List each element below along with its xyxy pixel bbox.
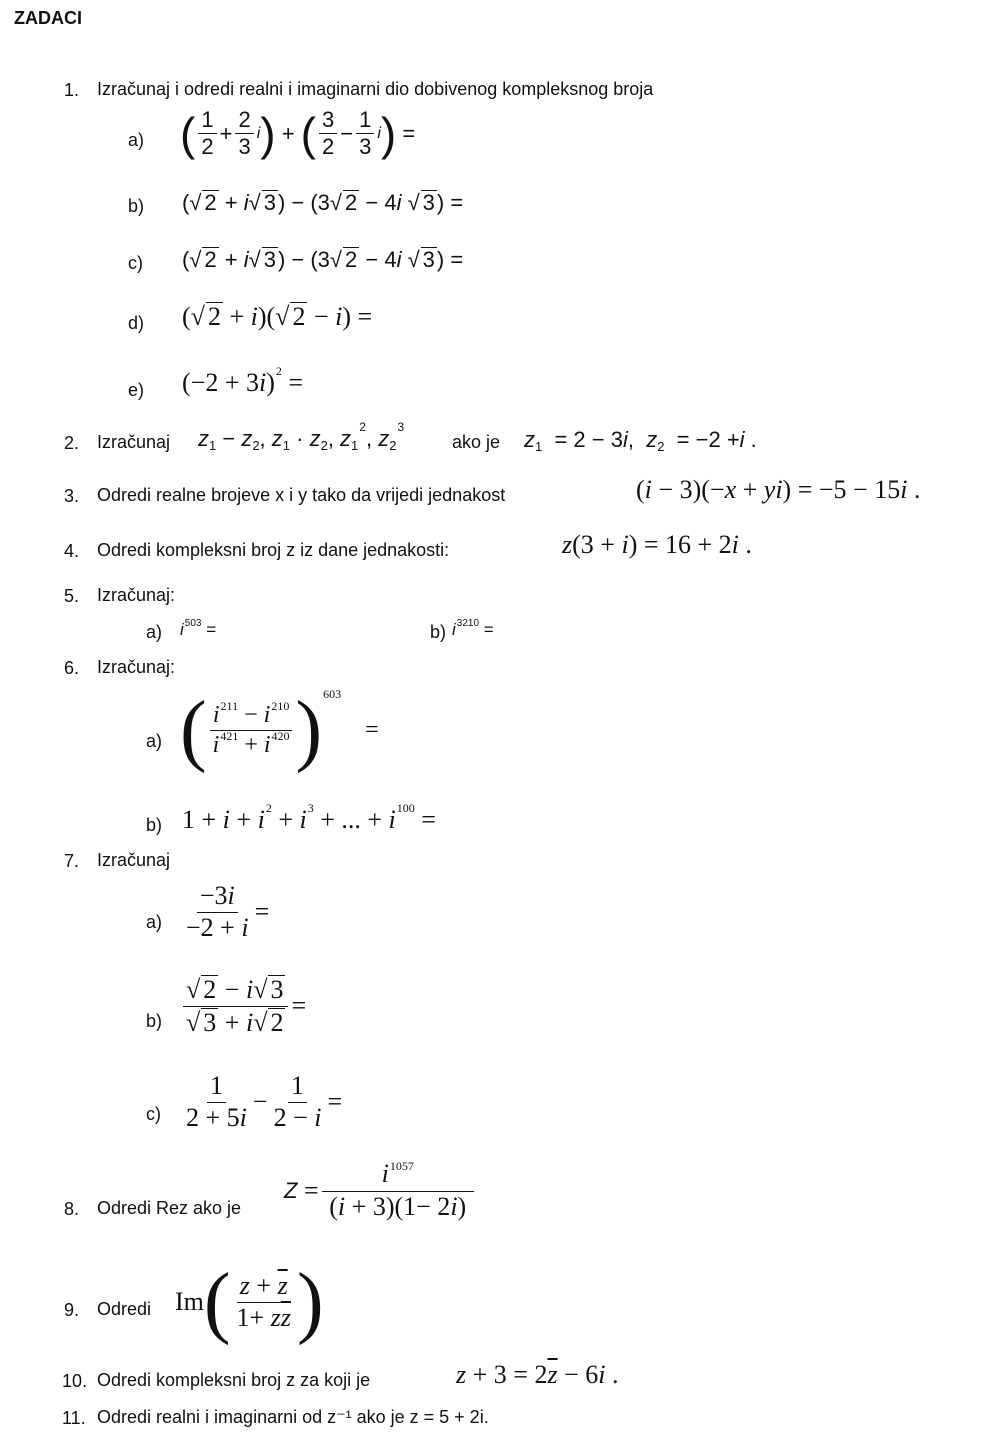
subtask-label: a) bbox=[146, 622, 163, 642]
formula-7a: $\frac{-3i}{-2 + i}$ = bbox=[186, 881, 270, 942]
task-text: Odredi bbox=[97, 1299, 152, 1319]
formula-1a: ( $\frac{1}{2}$ + $\frac{2}{3}$ i ) + ( $\frac{3}{2}$ − $\frac{1}{3}$ i ) = bbox=[180, 107, 416, 160]
task-number: 4. bbox=[64, 541, 80, 561]
subtask-label: e) bbox=[128, 380, 145, 400]
task-text: Odredi kompleksni broj z iz dane jednakosti: bbox=[97, 540, 450, 560]
task-number: 2. bbox=[64, 433, 80, 453]
formula-1b: (√ 2 + i √ 3 ) − (3√ 2 − 4 i √ 3 ) = bbox=[182, 190, 464, 216]
task-text: Odredi Rez ako je bbox=[97, 1198, 242, 1218]
task-text: ako je bbox=[452, 432, 501, 452]
task-text: Izračunaj: bbox=[97, 585, 176, 605]
subtask-label: b) bbox=[146, 815, 163, 835]
formula-1c: (√ 2 + i √ 3 ) − (3√ 2 − 4 i √ 3 ) = bbox=[182, 247, 464, 273]
task-number: 8. bbox=[64, 1199, 80, 1219]
formula-6a: ( $\frac{i^{211} - i^{210}}{i^{421} + i^{420}}$ ) 603 = bbox=[180, 686, 379, 774]
task-number: 1. bbox=[64, 80, 80, 100]
formula-1e: (−2 + 3 i ) 2 = bbox=[182, 363, 304, 397]
task-text: Izračunaj i odredi realni i imaginarni dio dobivenog kompleksnog broja bbox=[97, 79, 654, 99]
formula-6b: 1 + i + i 2 + i 3 + ... + i 100 = bbox=[182, 800, 436, 834]
task-text: Izračunaj bbox=[97, 432, 171, 452]
subtask-label: d) bbox=[128, 313, 145, 333]
formula-7c: $\frac{1}{2 + 5i}$ − $\frac{1}{2 - i}$ = bbox=[186, 1071, 343, 1132]
task-number: 6. bbox=[64, 658, 80, 678]
subtask-label: b) bbox=[146, 1011, 163, 1031]
task-number: 3. bbox=[64, 486, 80, 506]
task-text: Odredi kompleksni broj z za koji je bbox=[97, 1370, 371, 1390]
subtask-label: b) bbox=[430, 622, 447, 642]
subtask-label: a) bbox=[128, 130, 145, 150]
formula-8: Z = $\frac{i^{1057}}{(i + 3)(1- 2i)}$ bbox=[284, 1160, 477, 1221]
task-text: Odredi realne brojeve x i y tako da vrijedi jednakost bbox=[97, 485, 506, 505]
formula-9: Im ( $\frac{z + \overline{z}}{1+ z\overline{z}}$ ) bbox=[175, 1258, 324, 1346]
task-number: 7. bbox=[64, 851, 80, 871]
task-text: Izračunaj: bbox=[97, 657, 176, 677]
subtask-label: c) bbox=[146, 1104, 161, 1124]
subtask-label: a) bbox=[146, 912, 163, 932]
subtask-label: b) bbox=[128, 196, 145, 216]
formula-1d: (√ 2 + i )(√ 2 − i ) = bbox=[182, 302, 373, 332]
task-number: 10. bbox=[62, 1371, 88, 1391]
page-title: ZADACI bbox=[14, 8, 82, 28]
formula-2: z 1 − z 2 , z 1 · z 2 , z 1 2 , z 2 3 bbox=[198, 420, 405, 453]
task-number: 11. bbox=[62, 1408, 86, 1428]
formula-7b: $\frac{√ 2 - i√ 3}{√ 3 + i√ 2}$ = bbox=[180, 975, 306, 1037]
task-number: 9. bbox=[64, 1300, 80, 1320]
formula-4: z (3 + i ) = 16 + 2 i . bbox=[562, 530, 752, 559]
formula-5a: $i^{503}$ = bbox=[180, 618, 217, 639]
task-number: 5. bbox=[64, 586, 80, 606]
formula-5b: $i^{3210}$ = bbox=[452, 618, 494, 639]
subtask-label: a) bbox=[146, 731, 163, 751]
formula-10: z + 3 = 2 $\overline{z}$ − 6 i . bbox=[456, 1360, 619, 1389]
subtask-label: c) bbox=[128, 253, 143, 273]
task-text: Odredi realni i imaginarni od z⁻¹ ako je z = 5 + 2i. bbox=[97, 1407, 489, 1427]
formula-3: ( i − 3)(− x + yi ) = −5 − 15 i . bbox=[636, 475, 921, 504]
formula-2-values: z 1 = 2 − 3 i , z 2 = −2 + i . bbox=[524, 427, 757, 454]
task-text: Izračunaj bbox=[97, 850, 171, 870]
